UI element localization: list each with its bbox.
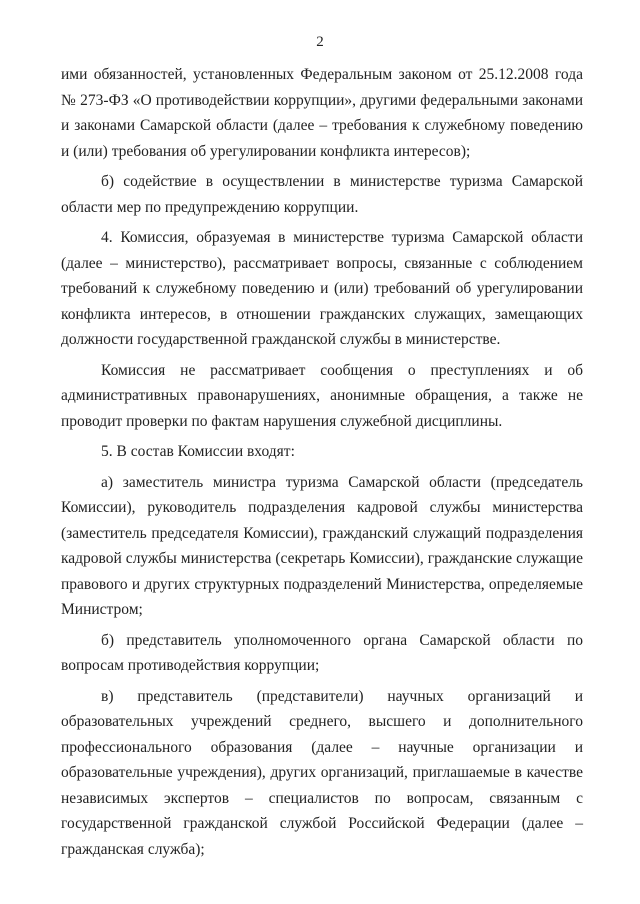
paragraph-5-composition-heading: 5. В состав Комиссии входят: <box>101 443 295 460</box>
paragraph-obligations-continuation: ими обязанностей, установленных Федеральным законом от 25.12.2008 года № 273-ФЗ «О противодействии коррупции», другими федеральными законами и законами Самарской области (далее – требования к служебному поведению и (или) требования об урегулировании конфликта интересов); <box>61 66 583 160</box>
document-body <box>61 62 583 862</box>
paragraph-5b-representative: б) представитель уполномоченного органа Самарской области по вопросам противодействия коррупции; <box>61 631 583 674</box>
paragraph-4-commission-scope: 4. Комиссия, образуемая в министерстве туризма Самарской области (далее – министерство), рассматривает вопросы, связанные с соблюдением требований к служебному поведению и (или) требований об урегулировании конфликта интересов, в отношении гражданских служащих, замещающих должности государственной гражданской службы в министерстве. <box>61 229 583 348</box>
paragraph-commission-exclusions: Комиссия не рассматривает сообщения о преступлениях и об административных правонарушениях, анонимные обращения, а также не проводит проверки по фактам нарушения служебной дисциплины. <box>61 361 583 430</box>
page-number: 2 <box>316 34 324 50</box>
paragraph-3b-anticorruption: б) содействие в осуществлении в министерстве туризма Самарской области мер по предупреждению коррупции. <box>61 173 583 216</box>
paragraph-5a-members: а) заместитель министра туризма Самарской области (председатель Комиссии), руководитель подразделения кадровой службы министерства (заместитель председателя Комиссии), гражданский служащий подразделения кадровой службы министерства (секретарь Комиссии), гражданские служащие правового и других структурных подразделений Министерства, определяемые Министром; <box>61 473 583 618</box>
paragraph-5v-experts: в) представитель (представители) научных организаций и образовательных учреждений среднего, высшего и дополнительного профессионального образования (далее – научные организации и образовательные учреждения), других организаций, приглашаемые в качестве независимых экспертов – специалистов по вопросам, связанным с государственной гражданской службой Российской Федерации (далее – гражданская служба); <box>61 687 583 858</box>
